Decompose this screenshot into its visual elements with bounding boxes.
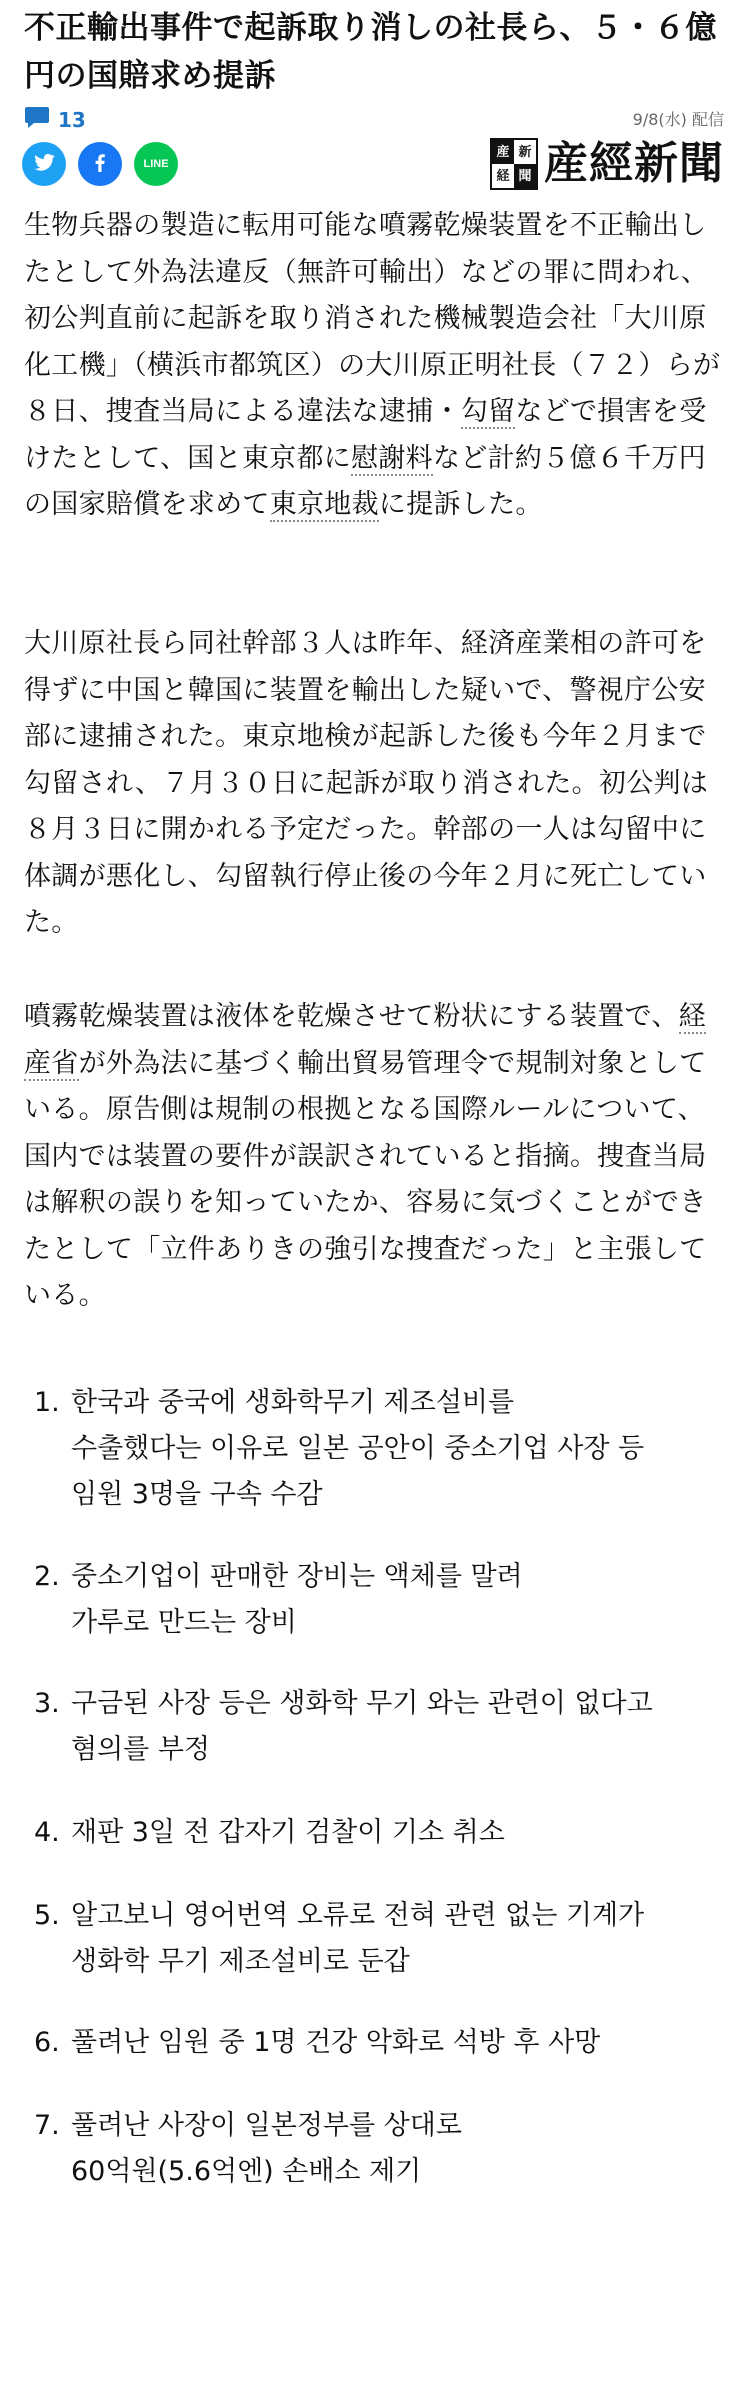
twitter-icon <box>32 150 56 178</box>
paragraph-text: 生物兵器の製造に転用可能な噴霧乾燥装置を不正輸出したとして外為法違反（無許可輸出）などの罪に問われ、初公判直前に起訴を取り消された機械製造会社「大川原化工機」（横浜市都筑区）の大川原正明社長（７２）らが８日、捜査当局による違法な逮捕・ <box>24 210 721 427</box>
publisher-name: 産經新聞 <box>544 138 724 189</box>
comment-icon <box>24 105 50 134</box>
list-item: 6. 풀려난 임원 중 1명 건강 악화로 석방 후 사망 <box>34 2027 601 2058</box>
facebook-icon <box>88 150 112 178</box>
comment-link[interactable] <box>24 105 86 134</box>
list-item: 4. 재판 3일 전 갑자기 검찰이 기소 취소 <box>34 1817 505 1848</box>
comment-count: 13 <box>58 107 86 132</box>
line-icon: LINE <box>143 158 169 170</box>
paragraph-text: に提訴した。 <box>378 489 543 520</box>
share-bar <box>22 138 724 192</box>
list-item: 7. 풀려난 사장이 일본정부를 상대로 60억원(5.6억엔) 손배소 제기 <box>34 2110 462 2187</box>
line-share-button[interactable] <box>134 142 178 186</box>
paragraph-text: が外為法に基づく輸出貿易管理令で規制対象としている。原告側は規制の根拠となる国際ルールについて、国内では装置の要件が誤訳されていると指摘。捜査当局は解釈の誤りを知っていたか、容易に気づくことができたとして「立件ありきの強引な捜査だった」と主張している。 <box>24 1047 707 1311</box>
paragraph-3 <box>24 994 724 1320</box>
publisher-seal: 産 新 経 聞 <box>490 138 538 190</box>
inline-link[interactable]: 勾留 <box>460 396 516 427</box>
paragraph-2 <box>24 621 724 947</box>
article-meta <box>24 105 724 135</box>
paragraph-text: 大川原社長ら同社幹部３人は昨年、経済産業相の許可を得ずに中国と韓国に装置を輸出した疑いで、警視庁公安部に逮捕された。東京地検が起訴した後も今年２月まで勾留され、７月３０日に起訴が取り消された。初公判は８月３日に開かれる予定だった。幹部の一人は勾留中に体調が悪化し、勾留執行停止後の今年２月に死亡していた。 <box>24 628 709 938</box>
publisher-logo <box>490 138 724 190</box>
paragraph-text: などで損害を受けたとして、国と東京都に <box>24 396 707 474</box>
paragraph-text: 噴霧乾燥装置は液体を乾燥させて粉状にする装置で、 <box>24 1001 679 1032</box>
article-title: 不正輸出事件で起訴取り消しの社長ら、５・６億円の国賠求め提訴 <box>24 10 717 94</box>
list-item: 1. 한국과 중국에 생화학무기 제조설비를 수출했다는 이유로 일본 공안이 중소기업 사장 등 임원 3명을 구속 수감 <box>34 1387 645 1510</box>
paragraph-text: など計約５億６千万円の国家賠償を求めて <box>24 442 706 520</box>
paragraph-1 <box>24 203 724 529</box>
list-item: 3. 구금된 사장 등은 생화학 무기 와는 관련이 없다고 혐의를 부정 <box>34 1688 653 1765</box>
list-item: 2. 중소기업이 판매한 장비는 액체를 말려 가루로 만드는 장비 <box>34 1561 523 1638</box>
inline-link[interactable]: 経産省 <box>24 1001 706 1079</box>
publish-date: 9/8(水) 配信 <box>632 110 724 129</box>
inline-link[interactable]: 慰謝料 <box>351 442 433 474</box>
twitter-share-button[interactable] <box>22 142 66 186</box>
inline-link[interactable]: 東京地裁 <box>269 489 379 520</box>
list-item: 5. 알고보니 영어번역 오류로 전혀 관련 없는 기계가 생화학 무기 제조설비로 둔갑 <box>34 1900 645 1977</box>
facebook-share-button[interactable] <box>78 142 122 186</box>
